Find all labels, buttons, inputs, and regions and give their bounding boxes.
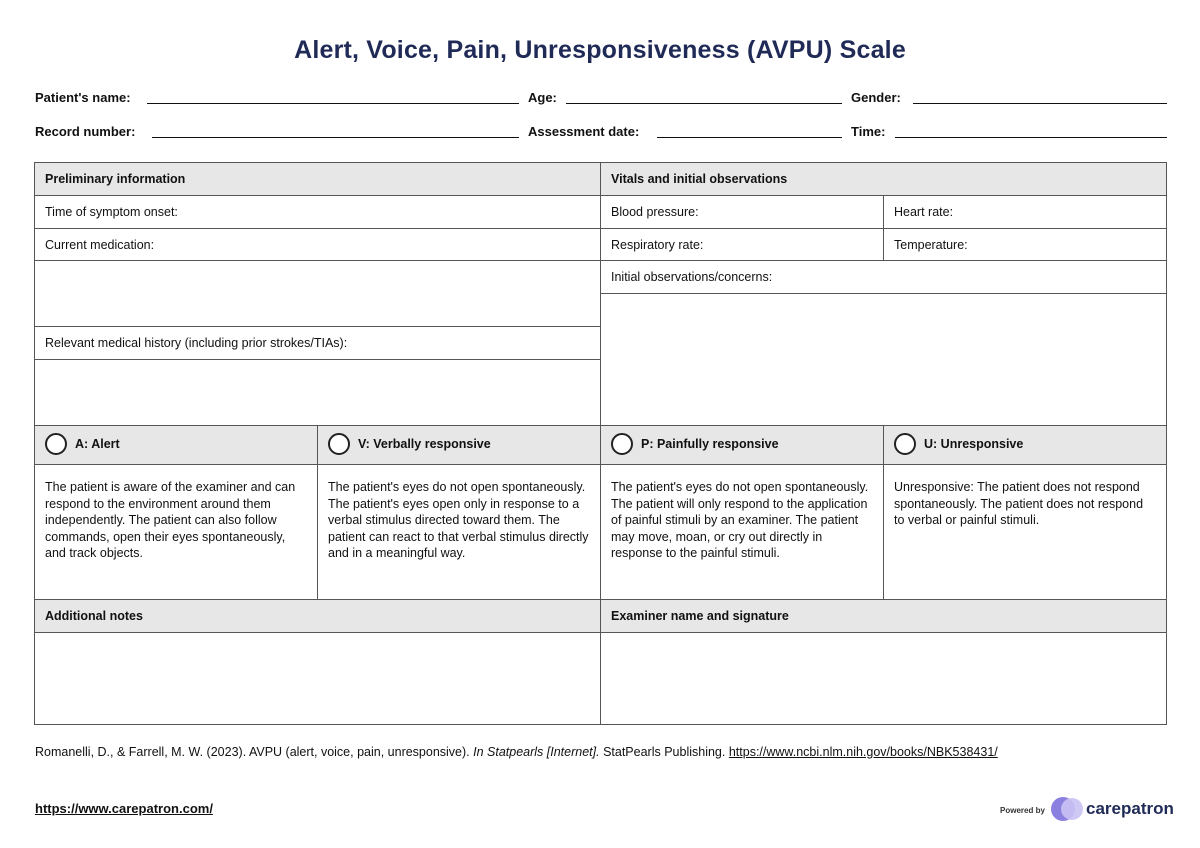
carepatron-logo-icon [1050, 796, 1084, 822]
avpu-unresponsive-header [884, 426, 1167, 465]
age-label: Age: [528, 90, 557, 105]
current-medication-field[interactable] [35, 261, 601, 327]
reference-link[interactable]: https://www.ncbi.nlm.nih.gov/books/NBK538431/ [728, 745, 998, 759]
powered-by-label: Powered by [1000, 806, 1045, 815]
record-number-label: Record number: [35, 124, 136, 139]
current-medication-label-cell [35, 229, 601, 261]
pain-description: The patient's eyes do not open spontaneously. The patient will only respond to the application of painful stimuli by an examiner. The patient may move, moan, or cry out directly in response to the painful stimuli. [601, 465, 884, 600]
unresponsive-label: U: Unresponsive [924, 437, 1024, 451]
medical-history-label: Relevant medical history (including prior strokes/TIAs): [45, 336, 348, 350]
pain-label: P: Painfully responsive [641, 437, 779, 451]
reference-text: Romanelli, D., & Farrell, M. W. (2023). AVPU (alert, voice, pain, unresponsive). [35, 745, 474, 759]
symptom-onset-label: Time of symptom onset: [45, 205, 178, 219]
avpu-pain-header [601, 426, 884, 465]
assessment-date-label: Assessment date: [528, 124, 640, 139]
verbal-description: The patient's eyes do not open spontaneously. The patient's eyes open only in response to a verbal stimulus directed toward them. The patient can react to that verbal stimulus directly and in a meaningful way. [318, 465, 601, 600]
time-field[interactable] [895, 137, 1167, 138]
carepatron-website-link[interactable]: https://www.carepatron.com/ [35, 801, 213, 816]
current-medication-label: Current medication: [45, 238, 155, 252]
blood-pressure-label: Blood pressure: [611, 205, 699, 219]
respiratory-rate-field[interactable] [601, 229, 884, 261]
symptom-onset-field[interactable] [35, 196, 601, 229]
patient-name-field[interactable] [147, 103, 519, 104]
avpu-verbal-header [318, 426, 601, 465]
examiner-heading: Examiner name and signature [601, 600, 1167, 633]
vitals-heading: Vitals and initial observations [601, 163, 1167, 196]
respiratory-rate-label: Respiratory rate: [611, 238, 704, 252]
examiner-signature-field[interactable] [601, 633, 1167, 725]
observations-field[interactable] [601, 294, 1167, 426]
alert-description: The patient is aware of the examiner and can respond to the environment around them independently. The patient can also follow commands, open their eyes spontaneously, and track objects. [35, 465, 318, 600]
unresponsive-radio[interactable] [894, 433, 916, 455]
medical-history-label-cell [35, 327, 601, 360]
age-field[interactable] [566, 103, 842, 104]
medical-history-field[interactable] [35, 360, 601, 426]
reference-publisher: StatPearls Publishing. [599, 745, 729, 759]
alert-label: A: Alert [75, 437, 120, 451]
patient-name-label: Patient's name: [35, 90, 131, 105]
time-label: Time: [851, 124, 886, 139]
additional-notes-heading: Additional notes [35, 600, 601, 633]
reference-citation [35, 745, 1155, 760]
reference-source: In Statpearls [Internet]. [473, 745, 600, 759]
avpu-alert-header [35, 426, 318, 465]
page-title: Alert, Voice, Pain, Unresponsiveness (AVPU) Scale [294, 36, 906, 64]
blood-pressure-field[interactable] [601, 196, 884, 229]
verbal-radio[interactable] [328, 433, 350, 455]
additional-notes-field[interactable] [35, 633, 601, 725]
observations-label-cell [601, 261, 1167, 294]
unresponsive-description: Unresponsive: The patient does not respond spontaneously. The patient does not respond to verbal or painful stimuli. [884, 465, 1167, 600]
preliminary-heading: Preliminary information [35, 163, 601, 196]
heart-rate-field[interactable] [884, 196, 1167, 229]
assessment-date-field[interactable] [657, 137, 842, 138]
observations-label: Initial observations/concerns: [611, 270, 773, 284]
gender-label: Gender: [851, 90, 901, 105]
temperature-field[interactable] [884, 229, 1167, 261]
carepatron-brand: carepatron [1086, 799, 1174, 818]
temperature-label: Temperature: [894, 238, 968, 252]
pain-radio[interactable] [611, 433, 633, 455]
heart-rate-label: Heart rate: [894, 205, 954, 219]
verbal-label: V: Verbally responsive [358, 437, 491, 451]
alert-radio[interactable] [45, 433, 67, 455]
record-number-field[interactable] [152, 137, 519, 138]
gender-field[interactable] [913, 103, 1167, 104]
